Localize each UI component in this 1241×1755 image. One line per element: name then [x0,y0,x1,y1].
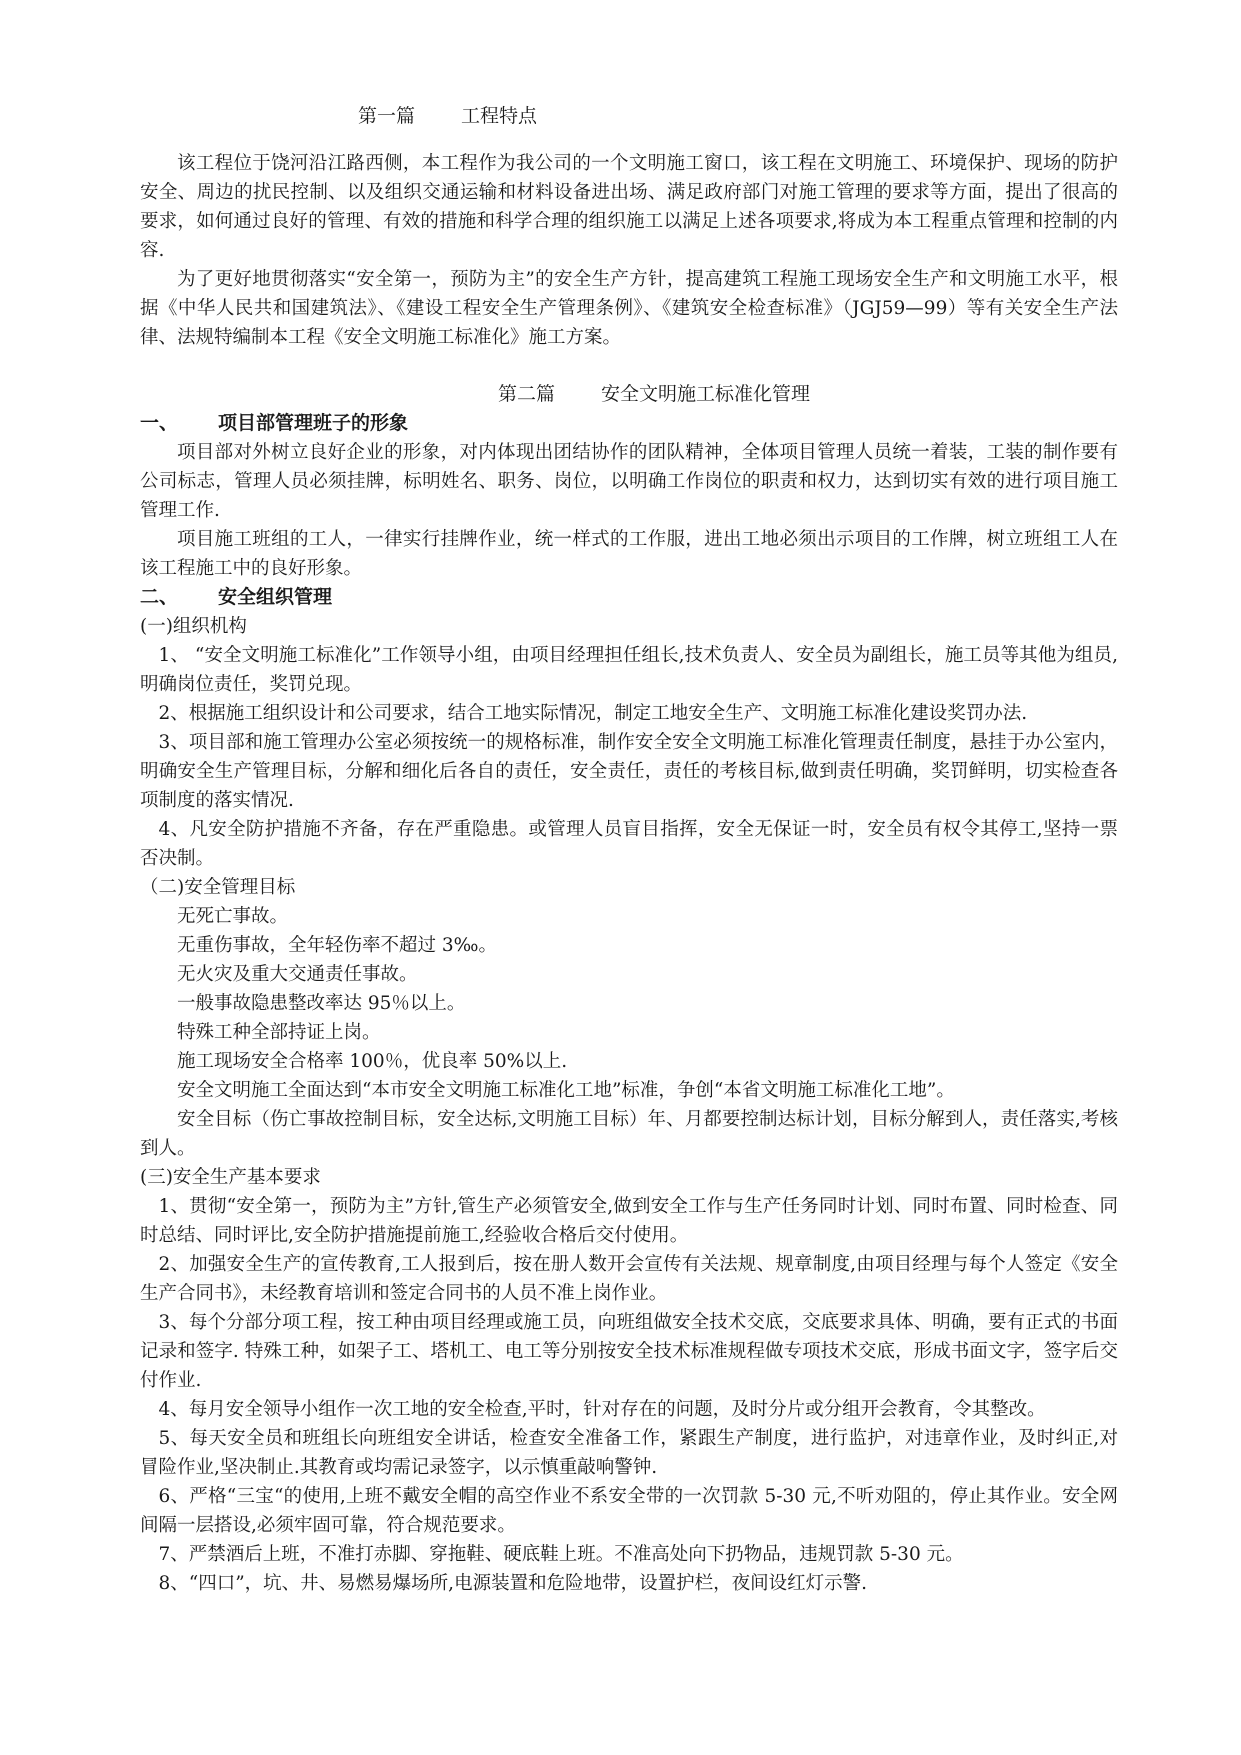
requirement-item: 3、每个分部分项工程，按工种由项目经理或施工员，向班组做安全技术交底，交底要求具体、明确，要有正式的书面记录和签字. 特殊工种，如架子工、塔机工、电工等分别按安全技术标准规程做专项技术交底，形成书面文字，签字后交付作业. [140,1312,1118,1391]
target-item: 施工现场安全合格率 100％，优良率 50%以上. [177,1051,568,1072]
part2-title [498,380,1118,409]
org-item: 2、根据施工组织设计和公司要求，结合工地实际情况，制定工地安全生产、文明施工标准化建设奖罚办法. [158,703,1028,724]
section1-paragraph: 项目部对外树立良好企业的形象，对内体现出团结协作的团队精神，全体项目管理人员统一着装，工装的制作要有公司标志，管理人员必须挂牌，标明姓名、职务、岗位，以明确工作岗位的职责和权力，达到切实有效的进行项目施工管理工作. [140,442,1118,521]
subsection-title: （二)安全管理目标 [140,877,296,898]
target-item: 无死亡事故。 [177,906,289,927]
target-summary: 安全目标（伤亡事故控制目标，安全达标,文明施工目标）年、月都要控制达标计划，目标分解到人，责任落实,考核到人。 [140,1109,1118,1159]
section2-number: 二、 [140,586,179,608]
document-body [140,102,1118,1598]
subsection-title: (三)安全生产基本要求 [140,1167,321,1188]
requirement-item: 5、每天安全员和班组长向班组安全讲话，检查安全准备工作，紧跟生产制度，进行监护，对违章作业，及时纠正,对冒险作业,坚决制止.其教育或均需记录签字，以示慎重敲响警钟. [140,1428,1118,1478]
part2-title-text: 安全文明施工标准化管理 [601,383,811,405]
target-item: 特殊工种全部持证上岗。 [177,1022,381,1043]
section1-heading [140,409,1118,438]
target-item: 安全文明施工全面达到“本市安全文明施工标准化工地”标准，争创“本省文明施工标准化工地”。 [177,1080,955,1101]
part2-title-number: 第二篇 [498,383,556,405]
org-item: 1、 “安全文明施工标准化”工作领导小组，由项目经理担任组长,技术负责人、安全员为副组长，施工员等其他为组员,明确岗位责任，奖罚兑现。 [140,645,1118,695]
target-item: 无重伤事故，全年轻伤率不超过 3‰。 [177,935,497,956]
requirement-item: 6、严格“三宝“的使用,上班不戴安全帽的高空作业不系安全带的一次罚款 5-30 元,不听劝阻的，停止其作业。安全网间隔一层搭设,必须牢固可靠，符合规范要求。 [140,1486,1118,1536]
section2-title: 安全组织管理 [218,586,333,608]
requirement-item: 7、严禁酒后上班，不准打赤脚、穿拖鞋、硬底鞋上班。不准高处向下扔物品，违规罚款 5-30 元。 [158,1544,964,1565]
part1-paragraph: 为了更好地贯彻落实“安全第一，预防为主”的安全生产方针，提高建筑工程施工现场安全生产和文明施工水平，根据《中华人民共和国建筑法》、《建设工程安全生产管理条例》、《建筑安全检查标准》（JGJ59—99）等有关安全生产法律、法规特编制本工程《安全文明施工标准化》施工方案。 [140,269,1118,348]
requirement-item: 2、加强安全生产的宣传教育,工人报到后，按在册人数开会宣传有关法规、规章制度,由项目经理与每个人签定《安全生产合同书》，未经教育培训和签定合同书的人员不准上岗作业。 [140,1254,1118,1304]
section1-title: 项目部管理班子的形象 [218,412,409,434]
part1-title-number: 第一篇 [358,105,416,127]
part1-paragraph: 该工程位于饶河沿江路西侧，本工程作为我公司的一个文明施工窗口，该工程在文明施工、环境保护、现场的防护安全、周边的扰民控制、以及组织交通运输和材料设备进出场、满足政府部门对施工管理的要求等方面，提出了很高的要求，如何通过良好的管理、有效的措施和科学合理的组织施工以满足上述各项要求,将成为本工程重点管理和控制的内容. [140,153,1118,261]
section1-number: 一、 [140,412,179,434]
target-item: 一般事故隐患整改率达 95％以上。 [177,993,466,1014]
requirement-item: 8、“四口”，坑、井、易燃易爆场所,电源装置和危险地带，设置护栏，夜间设红灯示警. [158,1573,867,1594]
part1-title-text: 工程特点 [461,105,538,127]
org-item: 3、项目部和施工管理办公室必须按统一的规格标准，制作安全安全文明施工标准化管理责任制度，悬挂于办公室内，明确安全生产管理目标，分解和细化后各自的责任，安全责任，责任的考核目标,做到责任明确，奖罚鲜明，切实检查各项制度的落实情况. [140,732,1118,811]
requirement-item: 1、贯彻“安全第一，预防为主”方针,管生产必须管安全,做到安全工作与生产任务同时计划、同时布置、同时检查、同时总结、同时评比,安全防护措施提前施工,经验收合格后交付使用。 [140,1196,1118,1246]
target-item: 无火灾及重大交通责任事故。 [177,964,418,985]
org-item: 4、凡安全防护措施不齐备，存在严重隐患。或管理人员盲目指挥，安全无保证一时，安全员有权令其停工,坚持一票否决制。 [140,819,1118,869]
section1-paragraph: 项目施工班组的工人，一律实行挂牌作业，统一样式的工作服，进出工地必须出示项目的工作牌，树立班组工人在该工程施工中的良好形象。 [140,529,1118,579]
part1-title [358,102,1118,131]
requirement-item: 4、每月安全领导小组作一次工地的安全检查,平时，针对存在的问题，及时分片或分组开会教育，令其整改。 [158,1399,1046,1420]
section2-heading [140,583,1118,612]
subsection-title: (一)组织机构 [140,616,247,637]
